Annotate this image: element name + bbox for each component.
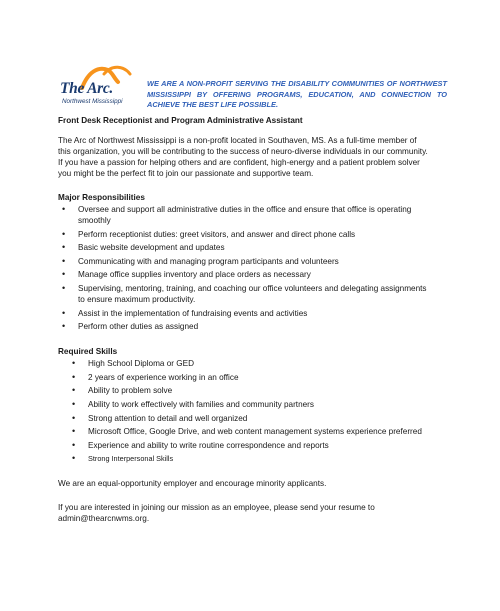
list-item: • Supervising, mentoring, training, and coaching our office volunteers and delegating assignments to ensure maximum productivity. (58, 283, 430, 305)
list-item: • High School Diploma or GED (58, 358, 430, 369)
list-item: • Microsoft Office, Google Drive, and web content management systems experience preferred (58, 426, 430, 437)
list-item: • Ability to work effectively with families and community partners (58, 399, 430, 410)
job-posting (58, 115, 430, 537)
logo-subtitle: Northwest Mississippi (62, 98, 123, 105)
mission-tagline: WE ARE A NON-PROFIT SERVING THE DISABILITY COMMUNITIES OF NORTHWEST MISSISSIPPI BY OFFERING PROGRAMS, EDUCATION, AND CONNECTION TO ACHIEVE THE BEST LIFE POSSIBLE. (147, 79, 447, 110)
list-item: • Basic website development and updates (58, 242, 430, 253)
arc-logo (58, 64, 138, 112)
intro-paragraph: The Arc of Northwest Mississippi is a non-profit located in Southaven, MS. As a full-time member of this organization, you will be contributing to the success of neuro-diverse individuals in our community. If you have a passion for helping others and are confident, high-energy and a patient problem solver you might be the perfect fit to join our passionate and supportive team. (58, 136, 428, 178)
responsibilities-heading: Major Responsibilities (58, 193, 145, 202)
logo-brand: The Arc. (60, 80, 113, 97)
list-item: • Perform receptionist duties: greet visitors, and answer and direct phone calls (58, 229, 430, 240)
list-item: • Perform other duties as assigned (58, 321, 430, 332)
list-item: • Strong attention to detail and well organized (58, 413, 430, 424)
list-item: • Manage office supplies inventory and place orders as necessary (58, 269, 430, 280)
job-title: Front Desk Receptionist and Program Administrative Assistant (58, 116, 303, 125)
equal-opportunity-statement: We are an equal-opportunity employer and encourage minority applicants. (58, 479, 327, 489)
skills-list (58, 358, 430, 464)
list-item: • Strong Interpersonal Skills (58, 453, 430, 464)
list-item: • Assist in the implementation of fundraising events and activities (58, 308, 430, 319)
responsibilities-list (58, 204, 430, 332)
list-item: • Experience and ability to write routine correspondence and reports (58, 440, 430, 451)
apply-instructions: If you are interested in joining our mission as an employee, please send your resume to admin@thearcnwms.org. (58, 503, 375, 524)
list-item: • Communicating with and managing program participants and volunteers (58, 256, 430, 267)
list-item: • 2 years of experience working in an office (58, 372, 430, 383)
skills-heading: Required Skills (58, 347, 118, 357)
list-item: • Oversee and support all administrative duties in the office and ensure that office is operating smoothly (58, 204, 430, 226)
list-item: • Ability to problem solve (58, 385, 430, 396)
